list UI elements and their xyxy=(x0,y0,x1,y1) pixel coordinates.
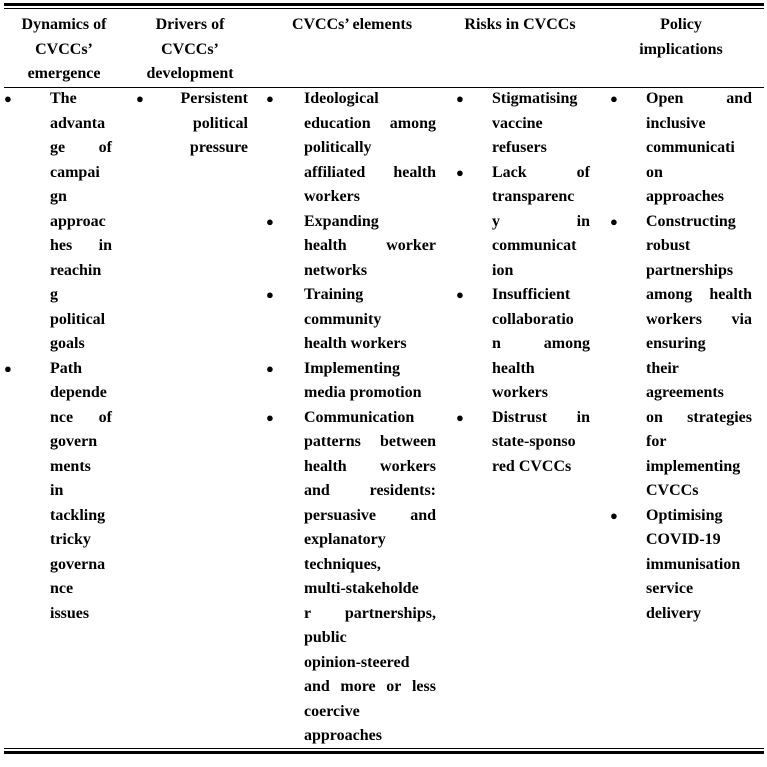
word: workers xyxy=(646,310,702,328)
list-item-line: Training xyxy=(304,286,364,303)
list-item-line xyxy=(304,430,436,455)
list-item-line: advanta xyxy=(50,114,106,132)
list-item-line: networks xyxy=(304,261,368,279)
list-item-line: collaboratio xyxy=(492,310,574,328)
bullet-icon: ● xyxy=(456,91,464,106)
word: Open xyxy=(646,90,684,107)
table-top-thick-rule xyxy=(4,3,764,6)
list-item-line: politically xyxy=(304,139,372,156)
list-item-line: tricky xyxy=(50,531,91,548)
word: and xyxy=(304,482,330,499)
bullet-icon: ● xyxy=(456,164,464,180)
list-item-line: reachin xyxy=(50,261,102,279)
word: health xyxy=(304,237,347,254)
list-item-line: Ideological xyxy=(304,90,379,107)
list-item-line xyxy=(304,602,436,627)
list-item-line: Expanding xyxy=(304,212,379,230)
word: via xyxy=(731,310,752,328)
list-item-line xyxy=(304,675,436,700)
bullet-icon: ● xyxy=(456,409,464,425)
bullet-icon: ● xyxy=(4,91,12,106)
word: and xyxy=(410,506,436,524)
word: strategies xyxy=(687,408,752,426)
table-top-thin-rule xyxy=(4,8,764,9)
list-item-line: partnerships xyxy=(646,261,734,279)
list-item-line: pressure xyxy=(189,139,248,156)
list-item-line: service xyxy=(646,580,694,597)
word: among xyxy=(389,114,436,132)
bullet-icon: ● xyxy=(266,91,274,106)
list-item-line: agreements xyxy=(646,384,724,401)
word: workers xyxy=(380,457,436,475)
list-item-line xyxy=(304,112,436,137)
list-item-line: red CVCCs xyxy=(492,457,572,475)
word: of xyxy=(98,408,112,426)
bullet-icon: ● xyxy=(456,287,464,302)
list-item-line xyxy=(304,234,436,259)
list-item-line: g xyxy=(50,286,58,303)
list-item-line: multi-stakeholde xyxy=(304,580,419,597)
list-item-line xyxy=(646,308,752,333)
word: patterns xyxy=(304,433,361,450)
header-line: CVCCs’ xyxy=(161,40,219,58)
list-item-line: in xyxy=(50,482,64,499)
word: Distrust xyxy=(492,408,548,426)
list-item-line xyxy=(646,283,752,308)
header-dynamics xyxy=(4,13,124,87)
list-item-line: The xyxy=(50,90,77,107)
list-item-line: implementing xyxy=(646,457,741,475)
word: worker xyxy=(386,237,436,254)
header-line: Policy xyxy=(660,16,702,33)
word: of xyxy=(98,139,112,156)
header-line: CVCCs’ elements xyxy=(291,16,413,33)
list-item-line: ensuring xyxy=(646,335,706,352)
list-item-line: communicat xyxy=(492,237,577,254)
header-line: implications xyxy=(639,40,723,58)
list-item-line: state-sponso xyxy=(492,433,576,450)
bullet-icon: ● xyxy=(266,213,274,229)
list-item-line: refusers xyxy=(492,139,547,156)
bullet-icon: ● xyxy=(4,360,12,376)
list-item-line: campai xyxy=(50,163,100,181)
list-item-line: political xyxy=(50,310,106,328)
list-item-line: workers xyxy=(304,188,360,205)
list-item-line: workers xyxy=(492,384,548,401)
word: n xyxy=(492,335,501,352)
bullet-icon: ● xyxy=(610,91,618,106)
list-item-line: techniques, xyxy=(304,555,381,573)
list-item-line: Implementing xyxy=(304,359,400,377)
bullet-icon: ● xyxy=(610,213,618,229)
list-item-line xyxy=(492,332,590,357)
header-risks xyxy=(450,13,590,38)
list-item-line xyxy=(50,136,112,161)
bullet-icon: ● xyxy=(266,287,274,302)
bullet-icon: ● xyxy=(266,409,274,425)
header-policy xyxy=(606,13,756,62)
word: hes xyxy=(50,237,73,254)
word: more xyxy=(340,678,376,695)
list-item-line: ion xyxy=(492,261,514,279)
list-item-line: CVCCs xyxy=(646,482,699,499)
word: between xyxy=(380,433,436,450)
word: affiliated xyxy=(304,163,366,181)
list-item-line xyxy=(50,406,112,431)
header-line: Drivers of xyxy=(155,16,225,33)
word: ge xyxy=(50,139,66,156)
word: education xyxy=(304,114,371,132)
list-item-line: political xyxy=(192,114,248,132)
list-item-line: approaches xyxy=(646,188,724,205)
list-item-line: transparenc xyxy=(492,188,575,205)
list-item-line: health xyxy=(492,359,535,377)
header-drivers xyxy=(130,13,250,87)
header-elements xyxy=(262,13,442,38)
header-line: development xyxy=(146,65,234,82)
list-item-line: Insufficient xyxy=(492,286,571,303)
list-item-line xyxy=(646,87,752,112)
bullet-icon: ● xyxy=(266,360,274,376)
list-item-line: gn xyxy=(50,188,67,205)
word: nce xyxy=(50,408,74,426)
word: persuasive xyxy=(304,506,376,524)
list-item-line: coercive xyxy=(304,702,360,720)
list-item-line: approaches xyxy=(304,727,382,744)
list-item-line: goals xyxy=(50,335,85,352)
word: among xyxy=(543,335,590,352)
list-item-line: Persistent xyxy=(180,90,248,107)
list-item-line: governa xyxy=(50,555,106,573)
list-item-line xyxy=(304,504,436,529)
word: y xyxy=(492,212,500,230)
list-item-line: robust xyxy=(646,237,691,254)
list-item-line xyxy=(492,406,590,431)
list-item-line: Optimising xyxy=(646,506,723,524)
word: and xyxy=(304,678,330,695)
header-line: Risks in CVCCs xyxy=(464,16,576,33)
word: among xyxy=(646,286,693,303)
list-item-line: communicati xyxy=(646,139,735,156)
list-item-line: COVID-19 xyxy=(646,531,721,548)
list-item-line: tackling xyxy=(50,506,106,524)
list-item-line: opinion-steered xyxy=(304,653,410,671)
list-item-line: on xyxy=(646,163,663,181)
word: less xyxy=(411,678,436,695)
word: or xyxy=(386,678,402,695)
list-item-line: vaccine xyxy=(492,114,543,132)
list-item-line: ments xyxy=(50,457,91,475)
list-item-line xyxy=(492,161,590,186)
list-item-line: inclusive xyxy=(646,114,706,132)
word: residents: xyxy=(369,482,436,499)
list-item-line: explanatory xyxy=(304,531,386,548)
list-item-line: nce xyxy=(50,580,74,597)
list-item-line: health workers xyxy=(304,335,407,352)
list-item-line xyxy=(50,234,112,259)
bullet-icon: ● xyxy=(610,507,618,523)
list-item-line: public xyxy=(304,629,347,646)
list-item-line xyxy=(646,406,752,431)
table-bottom-thick-rule xyxy=(4,751,764,754)
word: in xyxy=(576,408,590,426)
list-item-line xyxy=(492,210,590,235)
word: in xyxy=(576,212,590,230)
list-item-line: Constructing xyxy=(646,212,736,230)
list-item-line: Communication xyxy=(304,408,415,426)
word: on xyxy=(646,408,663,426)
word: and xyxy=(726,90,752,107)
list-item-line: immunisation xyxy=(646,555,741,573)
header-line: emergence xyxy=(27,65,101,82)
list-item-line: community xyxy=(304,310,382,328)
list-item-line xyxy=(304,161,436,186)
list-item-line: govern xyxy=(50,433,98,450)
word: of xyxy=(576,163,590,181)
list-item-line: Path xyxy=(50,359,82,377)
list-item-line: issues xyxy=(50,604,90,622)
list-item-line xyxy=(304,479,436,504)
word: Lack xyxy=(492,163,527,181)
list-item-line: media promotion xyxy=(304,384,422,401)
header-line: Dynamics of xyxy=(21,16,107,33)
bullet-icon: ● xyxy=(136,91,144,106)
word: in xyxy=(98,237,112,254)
list-item-line: Stigmatising xyxy=(492,90,578,107)
list-item-line: approac xyxy=(50,212,106,230)
list-item-line: their xyxy=(646,359,679,377)
word: r xyxy=(304,604,312,622)
list-item-line: delivery xyxy=(646,604,702,622)
list-item-line: for xyxy=(646,433,667,450)
word: partnerships, xyxy=(344,604,436,622)
word: health xyxy=(393,163,436,181)
word: health xyxy=(304,457,347,475)
header-line: CVCCs’ xyxy=(35,40,93,58)
list-item-line: depende xyxy=(50,384,107,401)
word: health xyxy=(709,286,752,303)
list-item-line xyxy=(304,455,436,480)
